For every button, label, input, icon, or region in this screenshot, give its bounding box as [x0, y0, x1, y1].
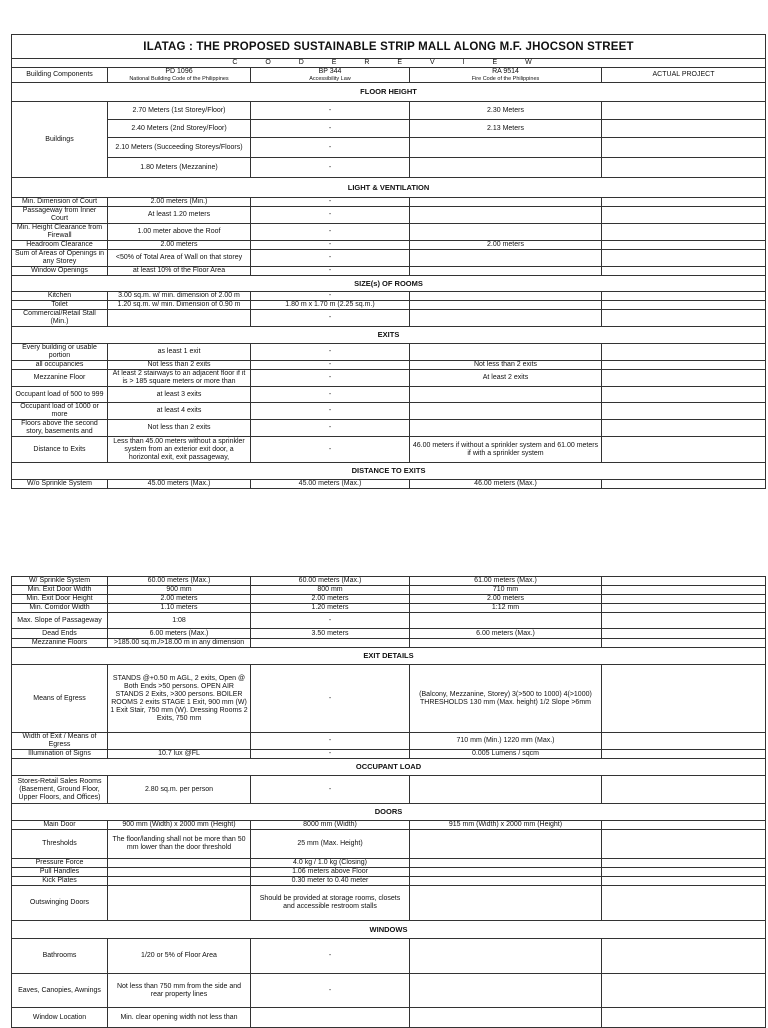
table-row [12, 750, 766, 759]
bp344-cell: - [251, 665, 410, 733]
component-cell: all occupancies [12, 361, 108, 370]
actual-project-cell [602, 821, 766, 830]
component-cell: W/ Sprinkle System [12, 577, 108, 586]
pd1096-cell: at least 3 exits [108, 387, 251, 403]
ra9514-cell: 0.005 Lumens / sqcm [410, 750, 602, 759]
table-row [12, 207, 766, 224]
component-cell: Min. Corridor Width [12, 604, 108, 613]
table-row [12, 387, 766, 403]
pd1096-cell: At least 2 stairways to an adjacent floor if it is > 185 square meters or more than [108, 370, 251, 387]
table-row [12, 310, 766, 327]
component-cell: Sum of Areas of Openings in any Storey [12, 250, 108, 267]
actual-project-cell [602, 877, 766, 886]
header-pd1096 [108, 68, 251, 83]
actual-project-cell [602, 361, 766, 370]
section-row [12, 463, 766, 480]
table-row [12, 604, 766, 613]
ra9514-cell [410, 403, 602, 420]
actual-project-cell [602, 665, 766, 733]
code-review-caption: C O D E R E V I E W [12, 59, 766, 68]
component-cell: Window Location [12, 1008, 108, 1028]
bp344-cell: 800 mm [251, 586, 410, 595]
pd1096-cell: 900 mm (Width) x 2000 mm (Height) [108, 821, 251, 830]
ra9514-cell: 46.00 meters (Max.) [410, 480, 602, 489]
component-cell: Width of Exit / Means of Egress [12, 733, 108, 750]
pd1096-cell: 2.00 meters [108, 595, 251, 604]
actual-project-cell [602, 480, 766, 489]
pd1096-cell: as least 1 exit [108, 344, 251, 361]
bp344-cell: - [251, 224, 410, 241]
table-row [12, 830, 766, 859]
ra9514-cell [410, 301, 602, 310]
component-cell: Stores-Retail Sales Rooms (Basement, Ground Floor, Upper Floors, and Offices) [12, 776, 108, 804]
component-cell: W/o Sprinkle System [12, 480, 108, 489]
header-bp344-title: BP 344 [318, 68, 342, 75]
table-row [12, 370, 766, 387]
ra9514-cell [410, 830, 602, 859]
section-heading: WINDOWS [12, 921, 766, 939]
ra9514-cell: Not less than 2 exits [410, 361, 602, 370]
section-row [12, 327, 766, 344]
component-cell: Mezzanine Floors [12, 639, 108, 648]
actual-project-cell [602, 387, 766, 403]
actual-project-cell [602, 733, 766, 750]
actual-project-cell [602, 344, 766, 361]
table-row [12, 595, 766, 604]
pd1096-cell: 900 mm [108, 586, 251, 595]
component-cell: Mezzanine Floor [12, 370, 108, 387]
bp344-cell: - [251, 292, 410, 301]
bp344-cell: 1.80 m x 1.70 m (2.25 sq.m.) [251, 301, 410, 310]
table-row [12, 301, 766, 310]
section-row [12, 83, 766, 102]
table-row [12, 939, 766, 974]
bp344-cell: - [251, 207, 410, 224]
component-cell: Min. Exit Door Width [12, 586, 108, 595]
table-row [12, 361, 766, 370]
pd1096-cell: 1:08 [108, 613, 251, 629]
actual-project-cell [602, 859, 766, 868]
pd1096-cell: 10.7 lux @FL [108, 750, 251, 759]
ra9514-cell [410, 344, 602, 361]
ra9514-cell [410, 158, 602, 178]
bp344-cell: 45.00 meters (Max.) [251, 480, 410, 489]
section-row [12, 804, 766, 821]
component-cell: Eaves, Canopies, Awnings [12, 974, 108, 1008]
actual-project-cell [602, 370, 766, 387]
bp344-cell: - [251, 403, 410, 420]
pd1096-cell: 2.10 Meters (Succeeding Storeys/Floors) [108, 138, 251, 158]
pd1096-cell [108, 310, 251, 327]
pd1096-cell: 2.00 meters [108, 241, 251, 250]
component-cell: Pull Handles [12, 868, 108, 877]
bp344-cell: 4.0 kg / 1.0 kg (Closing) [251, 859, 410, 868]
ra9514-cell [410, 868, 602, 877]
section-row [12, 921, 766, 939]
component-cell: Outswinging Doors [12, 886, 108, 921]
table-row [12, 250, 766, 267]
bp344-cell: 2.00 meters [251, 595, 410, 604]
table-row [12, 859, 766, 868]
actual-project-cell [602, 577, 766, 586]
actual-project-cell [602, 224, 766, 241]
component-cell: Kick Plates [12, 877, 108, 886]
table-row [12, 403, 766, 420]
actual-project-cell [602, 250, 766, 267]
pd1096-cell: >185.00 sq.m./>18.00 m in any dimension [108, 639, 251, 648]
actual-project-cell [602, 613, 766, 629]
pd1096-cell: Not less than 750 mm from the side and rear property lines [108, 974, 251, 1008]
actual-project-cell [602, 974, 766, 1008]
table-row [12, 102, 766, 120]
pd1096-cell: 1.20 sq.m. w/ min. Dimension of 0.90 m [108, 301, 251, 310]
page-title: ILATAG : THE PROPOSED SUSTAINABLE STRIP MALL ALONG M.F. JHOCSON STREET [12, 35, 766, 59]
actual-project-cell [602, 301, 766, 310]
pd1096-cell: STANDS @+0.50 m AGL, 2 exits, Open @ Both Ends >50 persons. OPEN AIR STANDS 2 Exits, >300 persons. BOILER ROOMS 2 exits STAGE 1 Exit, 900 mm (W) 1 Exit Stair, 750 mm (W). Dressing Rooms 2 Exits, 750 mm [108, 665, 251, 733]
table-row [12, 639, 766, 648]
bp344-cell: - [251, 120, 410, 138]
component-cell: Distance to Exits [12, 437, 108, 463]
table-row [12, 776, 766, 804]
ra9514-cell: At least 2 exits [410, 370, 602, 387]
actual-project-cell [602, 420, 766, 437]
bp344-cell: - [251, 776, 410, 804]
bp344-cell: - [251, 750, 410, 759]
ra9514-cell [410, 207, 602, 224]
pd1096-cell: 1.00 meter above the Roof [108, 224, 251, 241]
actual-project-cell [602, 241, 766, 250]
ra9514-cell [410, 639, 602, 648]
ra9514-cell: 2.00 meters [410, 595, 602, 604]
section-row [12, 276, 766, 292]
table-row [12, 120, 766, 138]
pd1096-cell: 1.10 meters [108, 604, 251, 613]
header-bp344 [251, 68, 410, 83]
actual-project-cell [602, 595, 766, 604]
section-heading: SIZE(s) OF ROOMS [12, 276, 766, 292]
table-row [12, 868, 766, 877]
bp344-cell: 3.50 meters [251, 629, 410, 639]
pd1096-cell: Min. clear opening width not less than [108, 1008, 251, 1028]
bp344-cell: - [251, 420, 410, 437]
table-row [12, 629, 766, 639]
bp344-cell: - [251, 267, 410, 276]
ra9514-cell: 2.00 meters [410, 241, 602, 250]
pd1096-cell: Less than 45.00 meters without a sprinkler system from an exterior exit door, a horizontal exit, exit passageway, [108, 437, 251, 463]
table-row [12, 665, 766, 733]
component-cell: Toilet [12, 301, 108, 310]
ra9514-cell [410, 613, 602, 629]
actual-project-cell [602, 776, 766, 804]
actual-project-cell [602, 138, 766, 158]
component-cell: Dead Ends [12, 629, 108, 639]
pd1096-cell: 3.00 sq.m. w/ min. dimension of 2.00 m [108, 292, 251, 301]
table-row [12, 586, 766, 595]
component-cell: Min. Dimension of Court [12, 198, 108, 207]
component-cell: Passageway from Inner Court [12, 207, 108, 224]
actual-project-cell [602, 310, 766, 327]
bp344-cell: - [251, 361, 410, 370]
pd1096-cell: at least 4 exits [108, 403, 251, 420]
header-bp344-subtitle: Accessibility Law [309, 76, 351, 82]
ra9514-cell [410, 1008, 602, 1028]
section-row [12, 178, 766, 198]
code-review-table-page-1 [11, 34, 766, 489]
header-actual-project: ACTUAL PROJECT [602, 68, 766, 83]
component-cell: Pressure Force [12, 859, 108, 868]
ra9514-cell [410, 267, 602, 276]
actual-project-cell [602, 158, 766, 178]
bp344-cell: 0.30 meter to 0.40 meter [251, 877, 410, 886]
actual-project-cell [602, 830, 766, 859]
actual-project-cell [602, 629, 766, 639]
pd1096-cell: 2.00 meters (Min.) [108, 198, 251, 207]
ra9514-cell [410, 310, 602, 327]
ra9514-cell [410, 877, 602, 886]
bp344-cell: - [251, 939, 410, 974]
ra9514-cell [410, 224, 602, 241]
actual-project-cell [602, 886, 766, 921]
bp344-cell: - [251, 387, 410, 403]
table-row [12, 138, 766, 158]
pd1096-cell [108, 877, 251, 886]
pd1096-cell [108, 859, 251, 868]
actual-project-cell [602, 639, 766, 648]
table-row [12, 613, 766, 629]
bp344-cell: - [251, 437, 410, 463]
section-heading: DOORS [12, 804, 766, 821]
ra9514-cell [410, 886, 602, 921]
component-cell: Min. Exit Door Height [12, 595, 108, 604]
ra9514-cell [410, 859, 602, 868]
actual-project-cell [602, 403, 766, 420]
pd1096-cell: 60.00 meters (Max.) [108, 577, 251, 586]
component-cell: Floors above the second story, basements and [12, 420, 108, 437]
ra9514-cell [410, 939, 602, 974]
ra9514-cell: 1:12 mm [410, 604, 602, 613]
actual-project-cell [602, 750, 766, 759]
bp344-cell: - [251, 138, 410, 158]
header-pd1096-subtitle: National Building Code of the Philippines [129, 76, 229, 82]
code-review-table-page-2 [11, 576, 766, 1028]
ra9514-cell: 46.00 meters if without a sprinkler system and 61.00 meters if with a sprinkler system [410, 437, 602, 463]
actual-project-cell [602, 1008, 766, 1028]
component-cell: Every building or usable portion [12, 344, 108, 361]
header-ra9514-title: RA 9514 [492, 68, 519, 75]
section-heading: FLOOR HEIGHT [12, 83, 766, 102]
table-row [12, 437, 766, 463]
component-cell: Means of Egress [12, 665, 108, 733]
ra9514-cell [410, 250, 602, 267]
pd1096-cell: At least 1.20 meters [108, 207, 251, 224]
bp344-cell: 60.00 meters (Max.) [251, 577, 410, 586]
component-cell: Max. Slope of Passageway [12, 613, 108, 629]
pd1096-cell: The floor/landing shall not be more than 50 mm lower than the door threshold [108, 830, 251, 859]
component-cell: Min. Height Clearance from Firewall [12, 224, 108, 241]
ra9514-cell [410, 974, 602, 1008]
ra9514-cell: 710 mm (Min.) 1220 mm (Max.) [410, 733, 602, 750]
actual-project-cell [602, 292, 766, 301]
component-cell: Occupant load of 1000 or more [12, 403, 108, 420]
section-heading: EXITS [12, 327, 766, 344]
component-cell: Main Door [12, 821, 108, 830]
section-row [12, 648, 766, 665]
table-row [12, 821, 766, 830]
table-row [12, 344, 766, 361]
table-row [12, 886, 766, 921]
actual-project-cell [602, 198, 766, 207]
bp344-cell: - [251, 370, 410, 387]
pd1096-cell: 1/20 or 5% of Floor Area [108, 939, 251, 974]
pd1096-cell: <50% of Total Area of Wall on that storey [108, 250, 251, 267]
ra9514-cell [410, 387, 602, 403]
ra9514-cell [410, 198, 602, 207]
section-heading: OCCUPANT LOAD [12, 759, 766, 776]
table-row [12, 974, 766, 1008]
header-ra9514 [410, 68, 602, 83]
pd1096-cell: Not less than 2 exits [108, 420, 251, 437]
actual-project-cell [602, 102, 766, 120]
bp344-cell [251, 1008, 410, 1028]
header-building-components: Building Components [12, 68, 108, 83]
table-row [12, 1008, 766, 1028]
pd1096-cell [108, 886, 251, 921]
bp344-cell: - [251, 310, 410, 327]
actual-project-cell [602, 267, 766, 276]
bp344-cell: - [251, 198, 410, 207]
actual-project-cell [602, 939, 766, 974]
component-cell: Commercial/Retail Stall (Min.) [12, 310, 108, 327]
component-cell: Kitchen [12, 292, 108, 301]
bp344-cell: - [251, 974, 410, 1008]
ra9514-cell: 710 mm [410, 586, 602, 595]
bp344-cell: - [251, 613, 410, 629]
pd1096-cell [108, 733, 251, 750]
component-cell: Window Openings [12, 267, 108, 276]
table-row [12, 577, 766, 586]
ra9514-cell: 2.30 Meters [410, 102, 602, 120]
header-pd1096-title: PD 1096 [165, 68, 193, 75]
ra9514-cell: 6.00 meters (Max.) [410, 629, 602, 639]
table-row [12, 267, 766, 276]
table-row [12, 158, 766, 178]
section-row [12, 759, 766, 776]
pd1096-cell: 45.00 meters (Max.) [108, 480, 251, 489]
bp344-cell: - [251, 158, 410, 178]
component-cell: Headroom Clearance [12, 241, 108, 250]
pd1096-cell: 2.40 Meters (2nd Storey/Floor) [108, 120, 251, 138]
table-row [12, 733, 766, 750]
table-row [12, 292, 766, 301]
table-row [12, 198, 766, 207]
component-cell: Thresholds [12, 830, 108, 859]
bp344-cell: 1.20 meters [251, 604, 410, 613]
ra9514-cell [410, 138, 602, 158]
actual-project-cell [602, 437, 766, 463]
pd1096-cell: Not less than 2 exits [108, 361, 251, 370]
section-heading: EXIT DETAILS [12, 648, 766, 665]
actual-project-cell [602, 586, 766, 595]
ra9514-cell: 915 mm (Width) x 2000 mm (Height) [410, 821, 602, 830]
bp344-cell: - [251, 733, 410, 750]
pd1096-cell: 2.70 Meters (1st Storey/Floor) [108, 102, 251, 120]
ra9514-cell [410, 420, 602, 437]
header-ra9514-subtitle: Fire Code of the Philippines [471, 76, 540, 82]
bp344-cell: - [251, 250, 410, 267]
table-row [12, 877, 766, 886]
bp344-cell: 25 mm (Max. Height) [251, 830, 410, 859]
section-heading: DISTANCE TO EXITS [12, 463, 766, 480]
ra9514-cell: (Balcony, Mezzanine, Storey) 3(>500 to 1000) 4(>1000) THRESHOLDS 130 mm (Max. height) 1/2 Slope >6mm [410, 665, 602, 733]
ra9514-cell: 61.00 meters (Max.) [410, 577, 602, 586]
bp344-cell: 8000 mm (Width) [251, 821, 410, 830]
bp344-cell: - [251, 102, 410, 120]
ra9514-cell [410, 776, 602, 804]
bp344-cell: - [251, 344, 410, 361]
pd1096-cell: 1.80 Meters (Mezzanine) [108, 158, 251, 178]
pd1096-cell: 6.00 meters (Max.) [108, 629, 251, 639]
actual-project-cell [602, 604, 766, 613]
component-cell: Buildings [12, 102, 108, 178]
bp344-cell: 1.06 meters above Floor [251, 868, 410, 877]
table-row [12, 480, 766, 489]
actual-project-cell [602, 207, 766, 224]
component-cell: Occupant load of 500 to 999 [12, 387, 108, 403]
bp344-cell: - [251, 241, 410, 250]
actual-project-cell [602, 868, 766, 877]
component-cell: Illumination of Signs [12, 750, 108, 759]
table-row [12, 420, 766, 437]
pd1096-cell: at least 10% of the Floor Area [108, 267, 251, 276]
bp344-cell [251, 639, 410, 648]
table-row [12, 224, 766, 241]
ra9514-cell: 2.13 Meters [410, 120, 602, 138]
ra9514-cell [410, 292, 602, 301]
bp344-cell: Should be provided at storage rooms, closets and accessible restroom stalls [251, 886, 410, 921]
pd1096-cell: 2.80 sq.m. per person [108, 776, 251, 804]
actual-project-cell [602, 120, 766, 138]
component-cell: Bathrooms [12, 939, 108, 974]
table-row [12, 241, 766, 250]
pd1096-cell [108, 868, 251, 877]
section-heading: LIGHT & VENTILATION [12, 178, 766, 198]
